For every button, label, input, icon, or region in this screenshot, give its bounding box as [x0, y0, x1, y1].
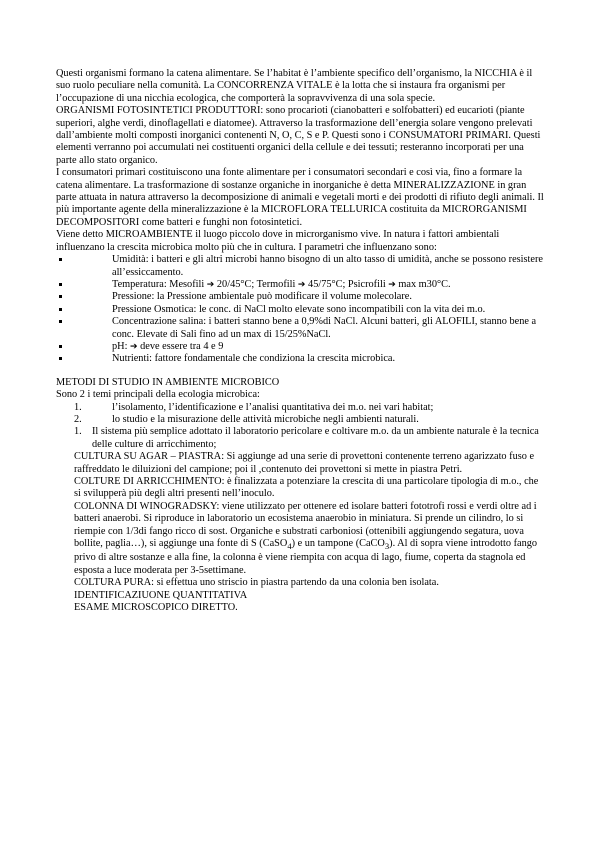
list-item: Nutrienti: fattore fondamentale che condiziona la crescita microbica. — [56, 353, 544, 365]
methods-block — [56, 451, 544, 614]
method-coltura-pura: COLTURA PURA: si effettua uno striscio in piastra partendo da una colonia ben isolata. — [74, 577, 439, 589]
bullet-square-icon — [56, 341, 112, 353]
method-microscopico: ESAME MICROSCOPICO DIRETTO. — [74, 602, 238, 614]
list-item: Pressione Osmotica: le conc. di NaCl molto elevate sono incompatibili con la vita dei m.o. — [56, 304, 544, 316]
paragraph-microambiente: Viene detto MICROAMBIENTE il luogo piccolo dove in microrganismo vive. In natura i fattori ambientali influenzano la crescita microbica molto più che in cultura. I parametri che influenzano sono: — [56, 229, 500, 253]
arrow-right-icon: ➔ — [388, 279, 396, 290]
list-item: 1. l’isolamento, l’identificazione e l’analisi quantitativa dei m.o. nei vari habitat; — [74, 401, 434, 413]
list-item: 1. Il sistema più semplice adottato il laboratorio pericolare e coltivare m.o. da un ambiente naturale è la tecnica delle culture di arricchimento; — [74, 426, 539, 450]
arrow-right-icon: ➔ — [206, 279, 215, 290]
list-item: Concentrazione salina: i batteri stanno bene a 0,9%di NaCl. Alcuni batteri, gli ALOFILI, stanno bene a conc. Elevate di Sali fino ad un max di 15/25%NaCl. — [56, 316, 544, 341]
paragraph-produttori: ORGANISMI FOTOSINTETICI PRODUTTORI: sono procarioti (cianobatteri e solfobatteri) ed eucarioti (piante superiori, alghe verdi, dinoflagellati e diatomee). Attraverso la trasformazione dell’energia solare vengono prelevati dall’ambiente molti composti inorganici contenenti N, O, C, S e P. Questi sono i CONSUMATORI PRIMARI. Questi elementi verranno poi accumulati nei costituenti organici della cellule e dei tessuti; resteranno incorporati per una parte allo stato organico. — [56, 105, 541, 166]
section-title: METODI DI STUDIO IN AMBIENTE MICROBICO — [56, 376, 280, 388]
bullet-square-icon — [56, 291, 112, 303]
method-arricchimento: COLTURE DI ARRICCHIMENTO: è finalizzata a potenziare la crescita di una particolare tipologia di m.o., che si svilupperà più degli altri presenti nell’inoculo. — [74, 476, 539, 500]
list-item: pH: ➔ deve essere tra 4 e 9 — [56, 341, 544, 353]
section-intro: Sono 2 i temi principali della ecologia microbica: — [56, 389, 260, 401]
method-quantitativa: IDENTIFICAZIUONE QUANTITATIVA — [74, 589, 248, 601]
document-body — [56, 68, 544, 615]
bullet-square-icon — [56, 254, 112, 279]
bullet-square-icon — [56, 304, 112, 316]
arrow-right-icon: ➔ — [297, 279, 306, 290]
method-agar: CULTURA SU AGAR – PIASTRA: Si aggiunge ad una serie di provettoni contenente terreno agarizzato fuso e raffreddato le diluizioni del campione; poi il ,contenuto dei provettoni si mette in piastra Petri. — [74, 451, 535, 475]
list-item: 2. lo studio e la misurazione delle attività microbiche negli ambienti naturali. — [74, 413, 419, 425]
list-item: Temperatura: Mesofili ➔ 20/45°C; Termofili ➔ 45/75°C; Psicrofili ➔ max m30°C. — [56, 279, 544, 291]
arrow-right-icon: ➔ — [130, 341, 138, 352]
method-winogradsky: COLONNA DI WINOGRADSKY: viene utilizzato per ottenere ed isolare batteri fototrofi rossi e verdi oltre ad i batteri anaerobi. Si riproduce in laboratorio un ecosistema anaerobio in miniatura. Si prende un cilindro, lo si riempie con 1/3di fango ricco di sost. Organiche e substrati carboniosi (ottenibili aggiungendo segatura, uova bollite, paglia…), si aggiunge una fonte di S (CaSO$_4$) e un tampone (CaCO$_3$). Al di sopra viene introdotto fango privo di altre sostanze e alla fine, la colonna è viene riempita con acqua di lago, fiume, coperta da stagnola ed esposta a luce moderata per 3-5settimane. — [74, 500, 538, 576]
spacer — [56, 366, 544, 377]
list-item: Umidità: i batteri e gli altri microbi hanno bisogno di un alto tasso di umidità, anche se possono resistere all’essiccamento. — [56, 254, 544, 279]
paragraph-consumatori: I consumatori primari costituiscono una fonte alimentare per i consumatori secondari e così via, fino a formare la catena alimentare. La trasformazione di sostanze organiche in inorganiche è detta MINERALIZZAZIONE in gran parte attuata in natura attraverso la decomposizione di animali e vegetali morti e dei prodotti di rifiuto degli animali. Il più importante agente della mineralizzazione è la MICROFLORA TELLURICA costituita da MICRORGANISMI DECOMPOSITORI come batteri e funghi non fotosintetici. — [56, 167, 544, 228]
paragraph-nicchia: Questi organismi formano la catena alimentare. Se l’habitat è l’ambiente specifico dell’organismo, la NICCHIA è il suo ruolo peculiare nella comunità. La CONCORRENZA VITALE è la lotta che si instaura fra organismi per l’occupazione di una nicchia ecologica, che comporterà la sopravvivenza di una sola specie. — [56, 68, 533, 104]
bullet-square-icon — [56, 316, 112, 341]
list-item: Pressione: la Pressione ambientale può modificare il volume molecolare. — [56, 291, 544, 303]
bullet-square-icon — [56, 353, 112, 365]
parameter-list — [56, 254, 544, 366]
bullet-square-icon — [56, 279, 112, 291]
